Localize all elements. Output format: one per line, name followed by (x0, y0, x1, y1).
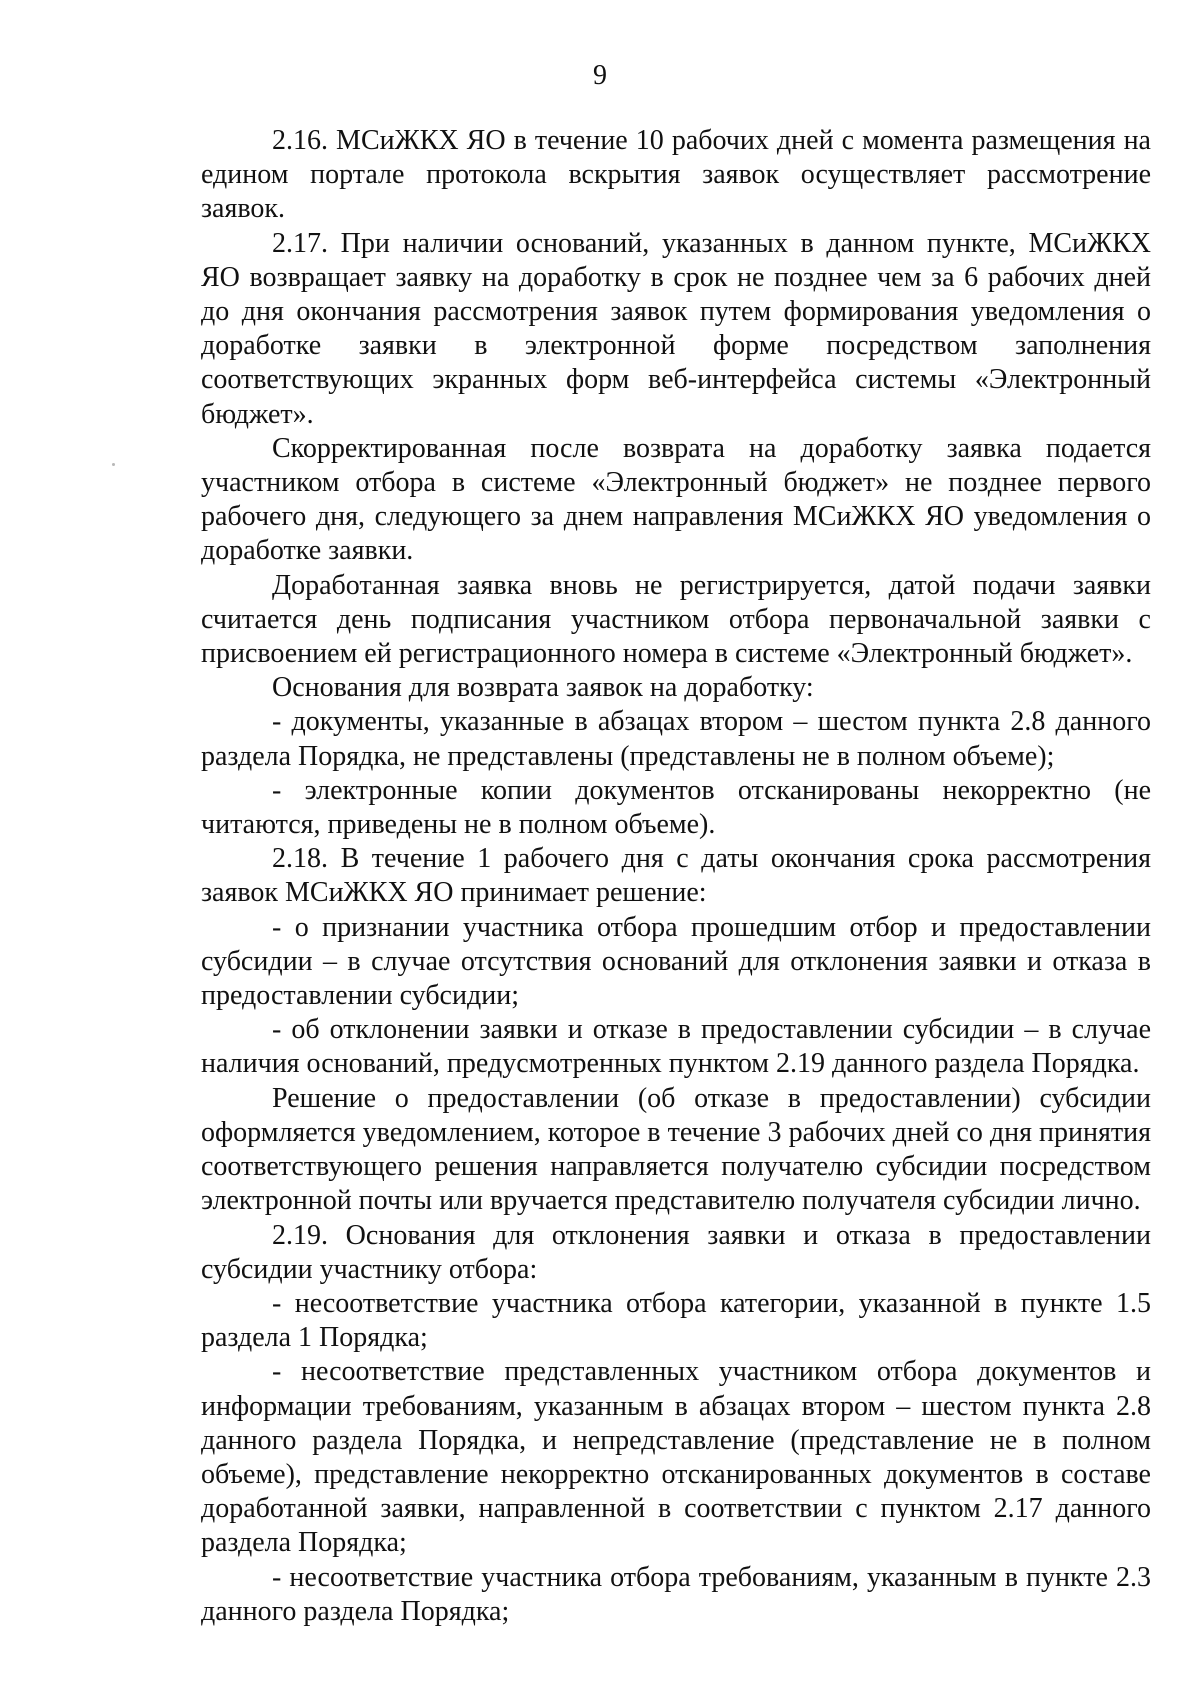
paragraph-2-19: 2.19. Основания для отклонения заявки и отказа в предоставлении субсидии участнику отбора: (201, 1219, 1151, 1285)
document-body (201, 124, 1151, 1629)
list-item-approval: - о признании участника отбора прошедшим отбор и предоставлении субсидии – в случае отсутствия оснований для отклонения заявки и отказа в предоставлении субсидии; (201, 911, 1151, 1012)
list-item-scans-incorrect: - электронные копии документов отсканированы некорректно (не читаются, приведены не в полном объеме). (201, 774, 1151, 841)
list-item-documents-missing: - документы, указанные в абзацах втором – шестом пункта 2.8 данного раздела Порядка, не представлены (представлены не в полном объеме); (201, 706, 1151, 772)
paragraph-resubmission: Скорректированная после возврата на доработку заявка подается участником отбора в системе «Электронный бюджет» не позднее первого рабочего дня, следующего за днем направления МСиЖКХ ЯО уведомления о доработке заявки. (201, 432, 1151, 567)
paragraph-decision-notice: Решение о предоставлении (об отказе в предоставлении) субсидии оформляется уведомлением, которое в течение 3 рабочих дней со дня принятия соответствующего решения направляется получателю субсидии посредством электронной почты или вручается представителю получателя субсидии лично. (201, 1082, 1151, 1217)
paragraph-registration: Доработанная заявка вновь не регистрируется, датой подачи заявки считается день подписания участником отбора первоначальной заявки с присвоением ей регистрационного номера в системе «Электронный бюджет». (201, 569, 1151, 670)
paragraph-2-18: 2.18. В течение 1 рабочего дня с даты окончания срока рассмотрения заявок МСиЖКХ ЯО принимает решение: (201, 843, 1151, 909)
paragraph-return-grounds-heading: Основания для возврата заявок на доработку: (272, 672, 814, 704)
list-item-category-mismatch: - несоответствие участника отбора категории, указанной в пункте 1.5 раздела 1 Порядка; (201, 1287, 1151, 1354)
paragraph-2-16: 2.16. МСиЖКХ ЯО в течение 10 рабочих дней с момента размещения на едином портале протокола вскрытия заявок осуществляет рассмотрение заявок. (201, 125, 1151, 225)
list-item-rejection: - об отклонении заявки и отказе в предоставлении субсидии – в случае наличия оснований, предусмотренных пунктом 2.19 данного раздела Порядка. (201, 1014, 1151, 1080)
page-number: 9 (593, 60, 607, 91)
paragraph-2-17: 2.17. При наличии оснований, указанных в данном пункте, МСиЖКХ ЯО возвращает заявку на доработку в срок не позднее чем за 6 рабочих дней до дня окончания рассмотрения заявок путем формирования уведомления о доработке заявки в электронной форме посредством заполнения соответствующих экранных форм веб-интерфейса системы «Электронный бюджет». (201, 227, 1151, 430)
scan-artifact (112, 463, 115, 466)
list-item-documents-mismatch: - несоответствие представленных участником отбора документов и информации требованиям, указанным в абзацах втором – шестом пункта 2.8 данного раздела Порядка, и непредставление (представление не в полном объеме), представление некорректно отсканированных документов в составе доработанной заявки, направленной в соответствии с пунктом 2.17 данного раздела Порядка; (201, 1356, 1151, 1559)
list-item-requirements-mismatch: - несоответствие участника отбора требованиям, указанным в пункте 2.3 данного раздела Порядка; (201, 1561, 1151, 1627)
